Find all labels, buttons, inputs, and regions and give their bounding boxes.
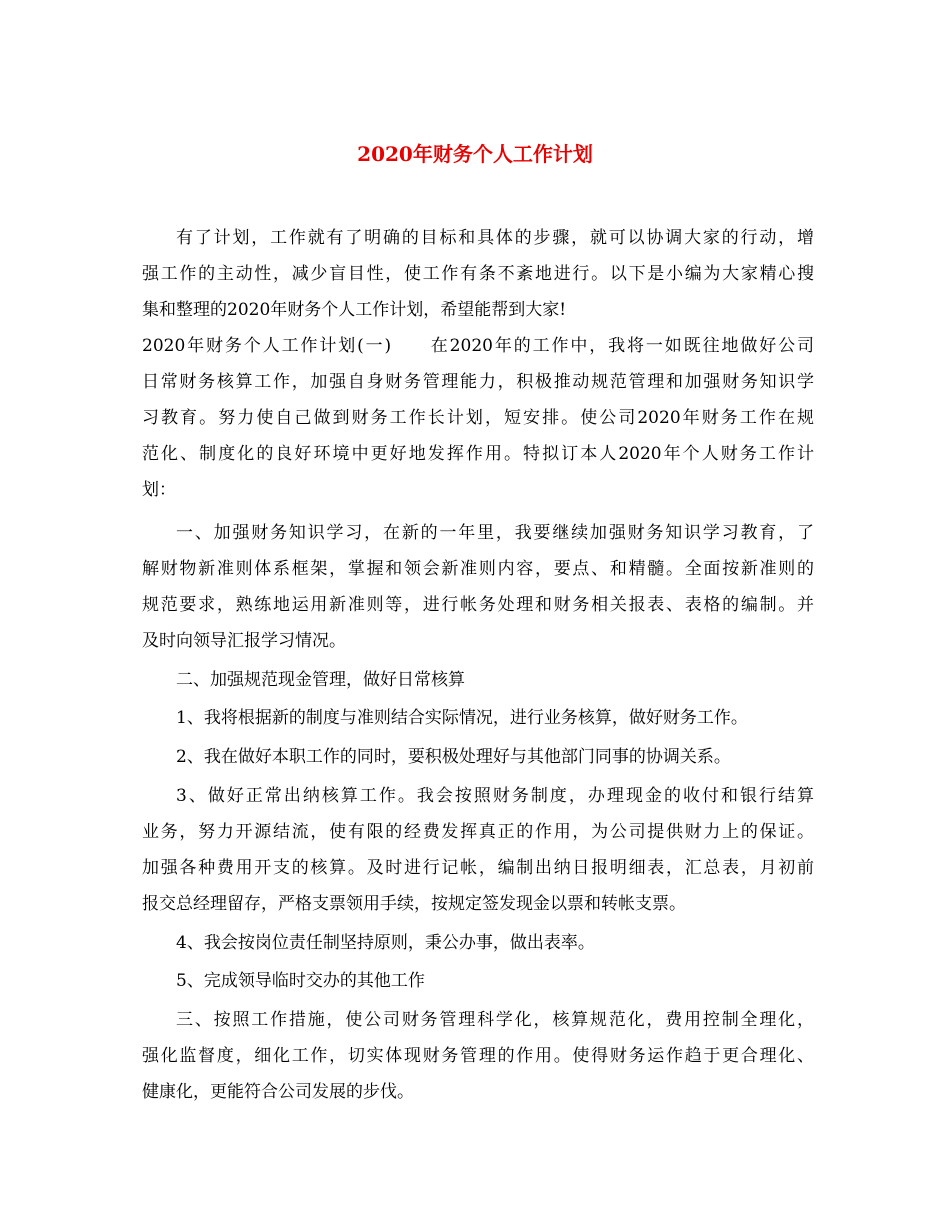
paragraph-line: 规范要求，熟练地运用新准则等，进行帐务处理和财务相关报表、表格的编制。并 <box>142 595 814 615</box>
paragraph-line: 5、完成领导临时交办的其他工作 <box>176 971 425 991</box>
paragraph-line: 1、我将根据新的制度与准则结合实际情况，进行业务核算，做好财务工作。 <box>176 708 748 728</box>
paragraph-line: 范化、制度化的良好环境中更好地发挥作用。特拟订本人2020年个人财务工作计 <box>142 444 814 464</box>
paragraph-line: 2020年财务个人工作计划(一) 在2020年的工作中，我将一如既往地做好公司 <box>142 336 814 356</box>
paragraph-line: 业务，努力开源结流，使有限的经费发挥真正的作用，为公司提供财力上的保证。 <box>142 822 814 842</box>
paragraph-line: 4、我会按岗位责任制坚持原则，秉公办事，做出表率。 <box>176 933 595 953</box>
paragraph-line: 一、加强财务知识学习，在新的一年里，我要继续加强财务知识学习教育，了 <box>176 523 814 543</box>
paragraph-line: 3、做好正常出纳核算工作。我会按照财务制度，办理现金的收付和银行结算 <box>176 786 814 806</box>
paragraph-line: 有了计划，工作就有了明确的目标和具体的步骤，就可以协调大家的行动，增 <box>176 228 814 248</box>
paragraph-line: 解财物新准则体系框架，掌握和领会新准则内容，要点、和精髓。全面按新准则的 <box>142 559 814 579</box>
paragraph-line: 健康化，更能符合公司发展的步伐。 <box>142 1082 414 1102</box>
paragraph-line: 日常财务核算工作，加强自身财务管理能力，积极推动规范管理和加强财务知识学 <box>142 372 814 392</box>
paragraph-line: 划： <box>142 480 176 500</box>
paragraph-line: 二、加强规范现金管理，做好日常核算 <box>176 670 465 690</box>
paragraph-line: 强工作的主动性，减少盲目性，使工作有条不紊地进行。以下是小编为大家精心搜 <box>142 264 814 284</box>
paragraph-line: 及时向领导汇报学习情况。 <box>142 631 346 651</box>
paragraph-line: 集和整理的2020年财务个人工作计划，希望能帮到大家! <box>142 300 567 320</box>
paragraph-line: 加强各种费用开支的核算。及时进行记帐，编制出纳日报明细表，汇总表，月初前 <box>142 858 814 878</box>
paragraph-line: 报交总经理留存，严格支票领用手续，按规定签发现金以票和转帐支票。 <box>142 894 686 914</box>
paragraph-line: 三、按照工作措施，使公司财务管理科学化，核算规范化，费用控制全理化， <box>176 1010 814 1030</box>
paragraph-line: 习教育。努力使自己做到财务工作长计划，短安排。使公司2020年财务工作在规 <box>142 408 814 428</box>
paragraph-line: 2、我在做好本职工作的同时，要积极处理好与其他部门同事的协调关系。 <box>176 747 731 767</box>
paragraph-line: 强化监督度，细化工作，切实体现财务管理的作用。使得财务运作趋于更合理化、 <box>142 1046 814 1066</box>
document-title: 2020年财务个人工作计划 <box>357 142 593 166</box>
